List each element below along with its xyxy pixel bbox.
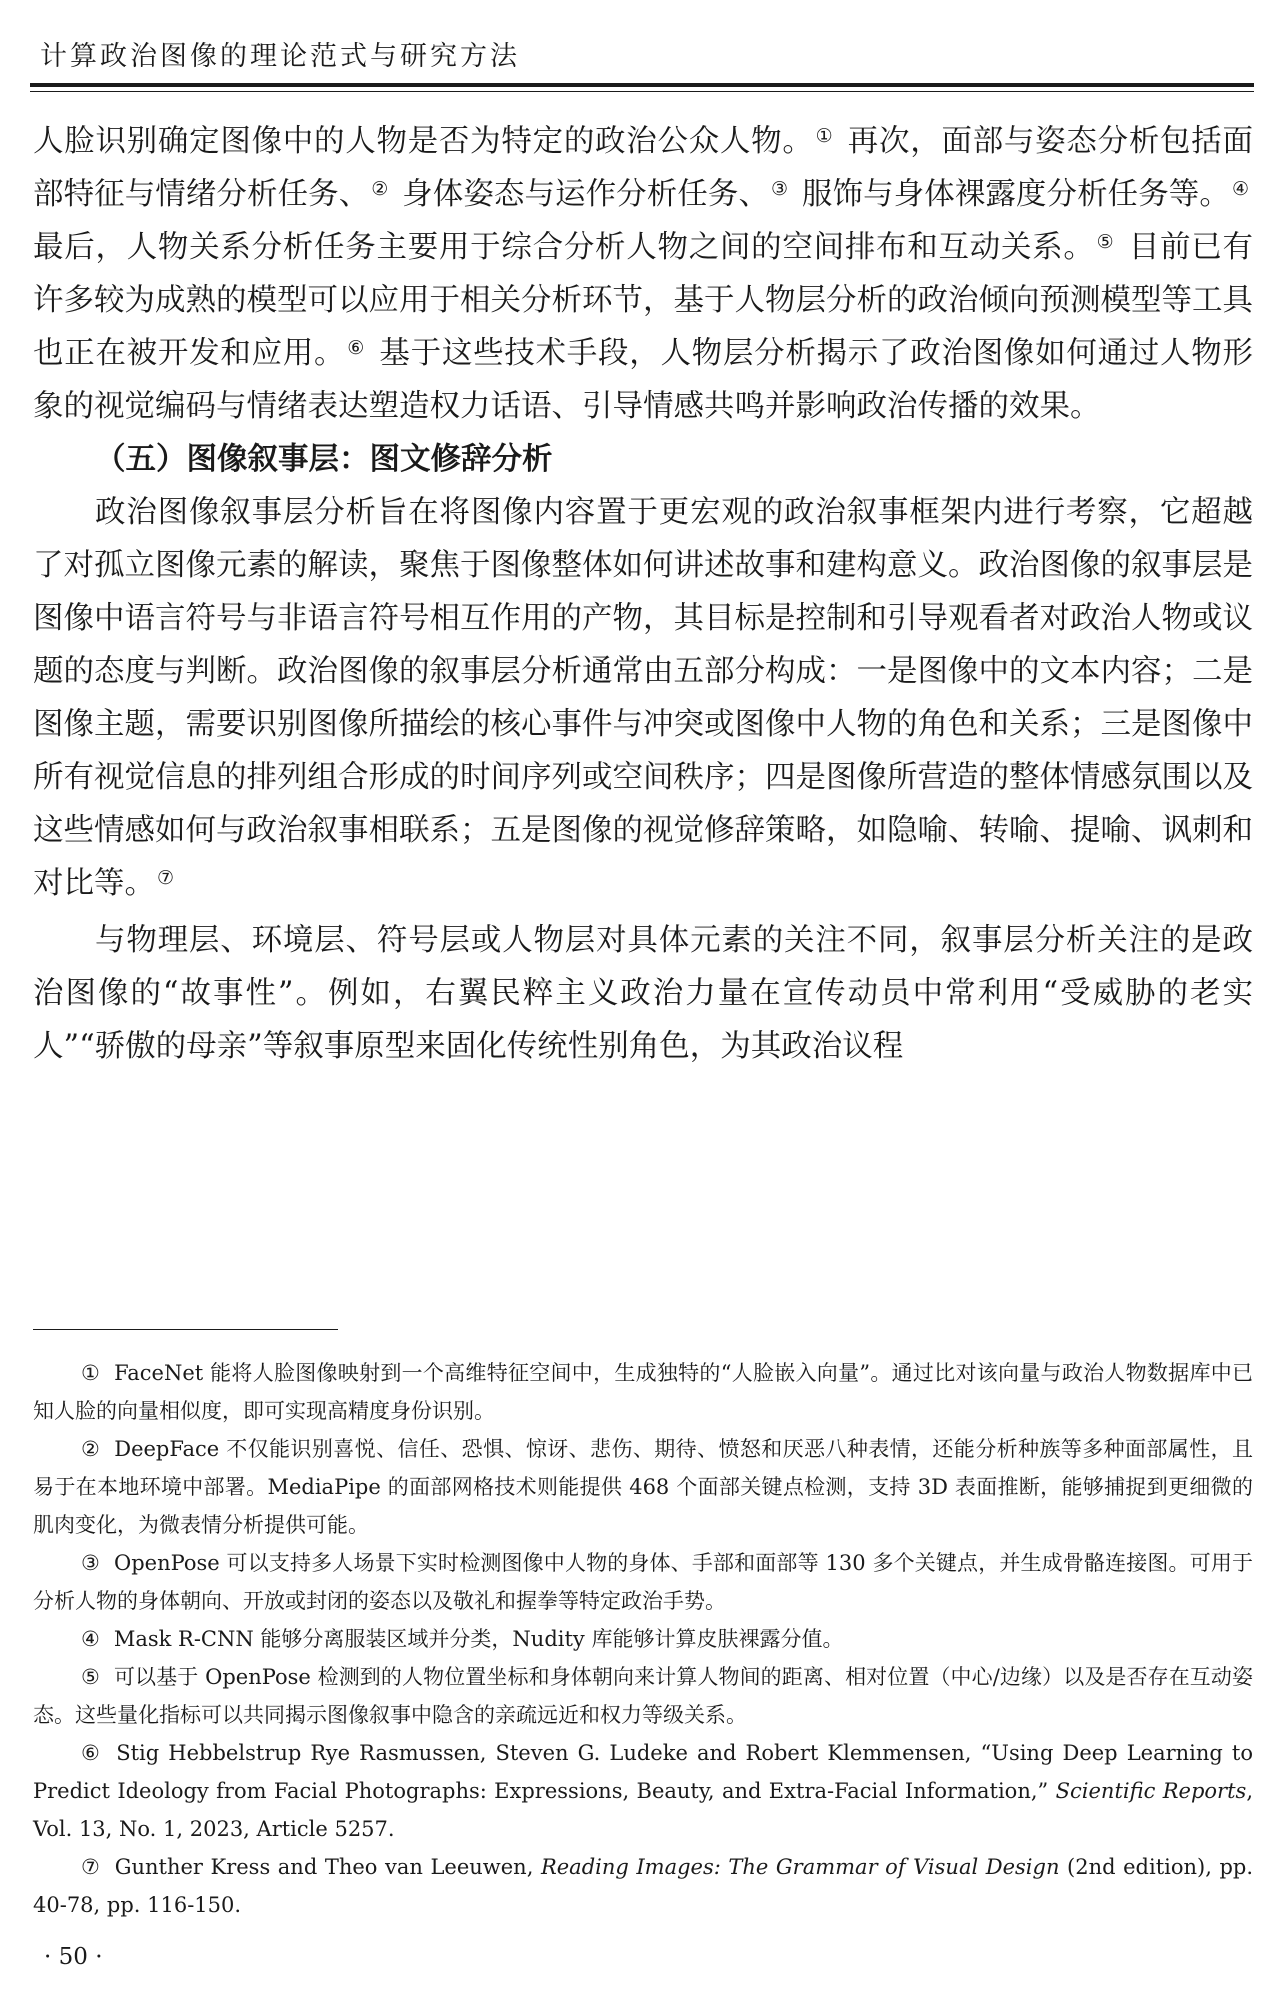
- footnote-ref-4[interactable]: ④: [1231, 178, 1249, 200]
- running-title: 计算政治图像的理论范式与研究方法: [40, 41, 520, 72]
- footnote-4: ④ Mask R-CNN 能够分离服装区域并分类，Nudity 库能够计算皮肤裸露分值。: [81, 1627, 844, 1651]
- footnote-mark: ②: [81, 1437, 101, 1461]
- footnote-ref-3[interactable]: ③: [771, 178, 789, 200]
- footnote-5: ⑤ 可以基于 OpenPose 检测到的人物位置坐标和身体朝向来计算人物间的距离、相对位置（中心/边缘）以及是否存在互动姿态。这些量化指标可以共同揭示图像叙事中隐含的亲疏远近和权力等级关系。: [33, 1665, 1253, 1727]
- footnote-ref-7[interactable]: ⑦: [157, 867, 175, 889]
- paragraph-narrative-layer: 政治图像叙事层分析旨在将图像内容置于更宏观的政治叙事框架内进行考察，它超越了对孤立图像元素的解读，聚焦于图像整体如何讲述故事和建构意义。政治图像的叙事层是图像中语言符号与非语言符号相互作用的产物，其目标是控制和引导观看者对政治人物或议题的态度与判断。政治图像的叙事层分析通常由五部分构成：一是图像中的文本内容；二是图像主题，需要识别图像所描绘的核心事件与冲突或图像中人物的角色和关系；三是图像中所有视觉信息的排列组合形成的时间序列或空间秩序；四是图像所营造的整体情感氛围以及这些情感如何与政治叙事相联系；五是图像的视觉修辞策略，如隐喻、转喻、提喻、讽刺和对比等。 ⑦: [33, 495, 1253, 901]
- footnote-mark: ⑦: [81, 1855, 101, 1879]
- page-number: · 50 ·: [44, 1944, 103, 1970]
- footnote-ref-1[interactable]: ①: [815, 125, 834, 147]
- paragraph-storytelling: 与物理层、环境层、符号层或人物层对具体元素的关注不同，叙事层分析关注的是政治图像的“故事性”。例如，右翼民粹主义政治力量在宣传动员中常利用“受威胁的老实人”“骄傲的母亲”等叙事原型来固化传统性别角色，为其政治议程: [33, 923, 1253, 1064]
- footnote-ref-6[interactable]: ⑥: [347, 337, 366, 359]
- section-heading: （五）图像叙事层：图文修辞分析: [95, 442, 553, 477]
- header-rule-thick: [30, 83, 1254, 87]
- footnote-ref-2[interactable]: ②: [371, 178, 389, 200]
- footnote-mark: ④: [81, 1627, 100, 1651]
- footnote-separator: [33, 1329, 338, 1330]
- journal-title: Scientific Reports: [1055, 1779, 1247, 1803]
- footnote-3: ③ OpenPose 可以支持多人场景下实时检测图像中人物的身体、手部和面部等 130 多个关键点，并生成骨骼连接图。可用于分析人物的身体朝向、开放或封闭的姿态以及敬礼和握拳等特定政治手势。: [33, 1551, 1254, 1613]
- footnote-mark: ⑤: [81, 1665, 100, 1689]
- header-rule-thin: [30, 91, 1254, 92]
- main-text: [33, 115, 1253, 1073]
- book-title: Reading Images: The Grammar of Visual Design: [540, 1855, 1060, 1879]
- footnote-mark: ⑥: [81, 1741, 103, 1765]
- paragraph-person-layer: 人脸识别确定图像中的人物是否为特定的政治公众人物。 ① 再次，面部与姿态分析包括面部特征与情绪分析任务、 ② 身体姿态与运作分析任务、 ③ 服饰与身体裸露度分析任务等。 ④ 最后，人物关系分析任务主要用于综合分析人物之间的空间排布和互动关系。 ⑤ 目前已有许多较为成熟的模型可以应用于相关分析环节，基于人物层分析的政治倾向预测模型等工具也正在被开发和应用。 ⑥ 基于这些技术手段，人物层分析揭示了政治图像如何通过人物形象的视觉编码与情绪表达塑造权力话语、引导情感共鸣并影响政治传播的效果。: [33, 124, 1253, 424]
- footnote-1: ① FaceNet 能将人脸图像映射到一个高维特征空间中，生成独特的“人脸嵌入向量”。通过比对该向量与政治人物数据库中已知人脸的向量相似度，即可实现高精度身份识别。: [33, 1361, 1253, 1423]
- footnote-7: ⑦ Gunther Kress and Theo van Leeuwen, Reading Images: The Grammar of Visual Design (2nd edition), pp. 40-78, pp. 116-150.: [33, 1855, 1254, 1917]
- footnote-mark: ③: [81, 1551, 100, 1575]
- footnote-6: ⑥ Stig Hebbelstrup Rye Rasmussen, Steven G. Ludeke and Robert Klemmensen, “Using Deep Learning to Predict Ideology from Facial Photographs: Expressions, Beauty, and Extra-Facial Information,” Scientific Reports, Vol. 13, No. 1, 2023, Article 5257.: [33, 1741, 1253, 1841]
- footnote-mark: ①: [81, 1361, 101, 1385]
- footnote-ref-5[interactable]: ⑤: [1096, 231, 1115, 253]
- footnotes: [33, 1354, 1253, 1924]
- footnote-2: ② DeepFace 不仅能识别喜悦、信任、恐惧、惊讶、悲伤、期待、愤怒和厌恶八种表情，还能分析种族等多种面部属性，且易于在本地环境中部署。MediaPipe 的面部网格技术则能提供 468 个面部关键点检测，支持 3D 表面推断，能够捕捉到更细微的肌肉变化，为微表情分析提供可能。: [33, 1437, 1253, 1537]
